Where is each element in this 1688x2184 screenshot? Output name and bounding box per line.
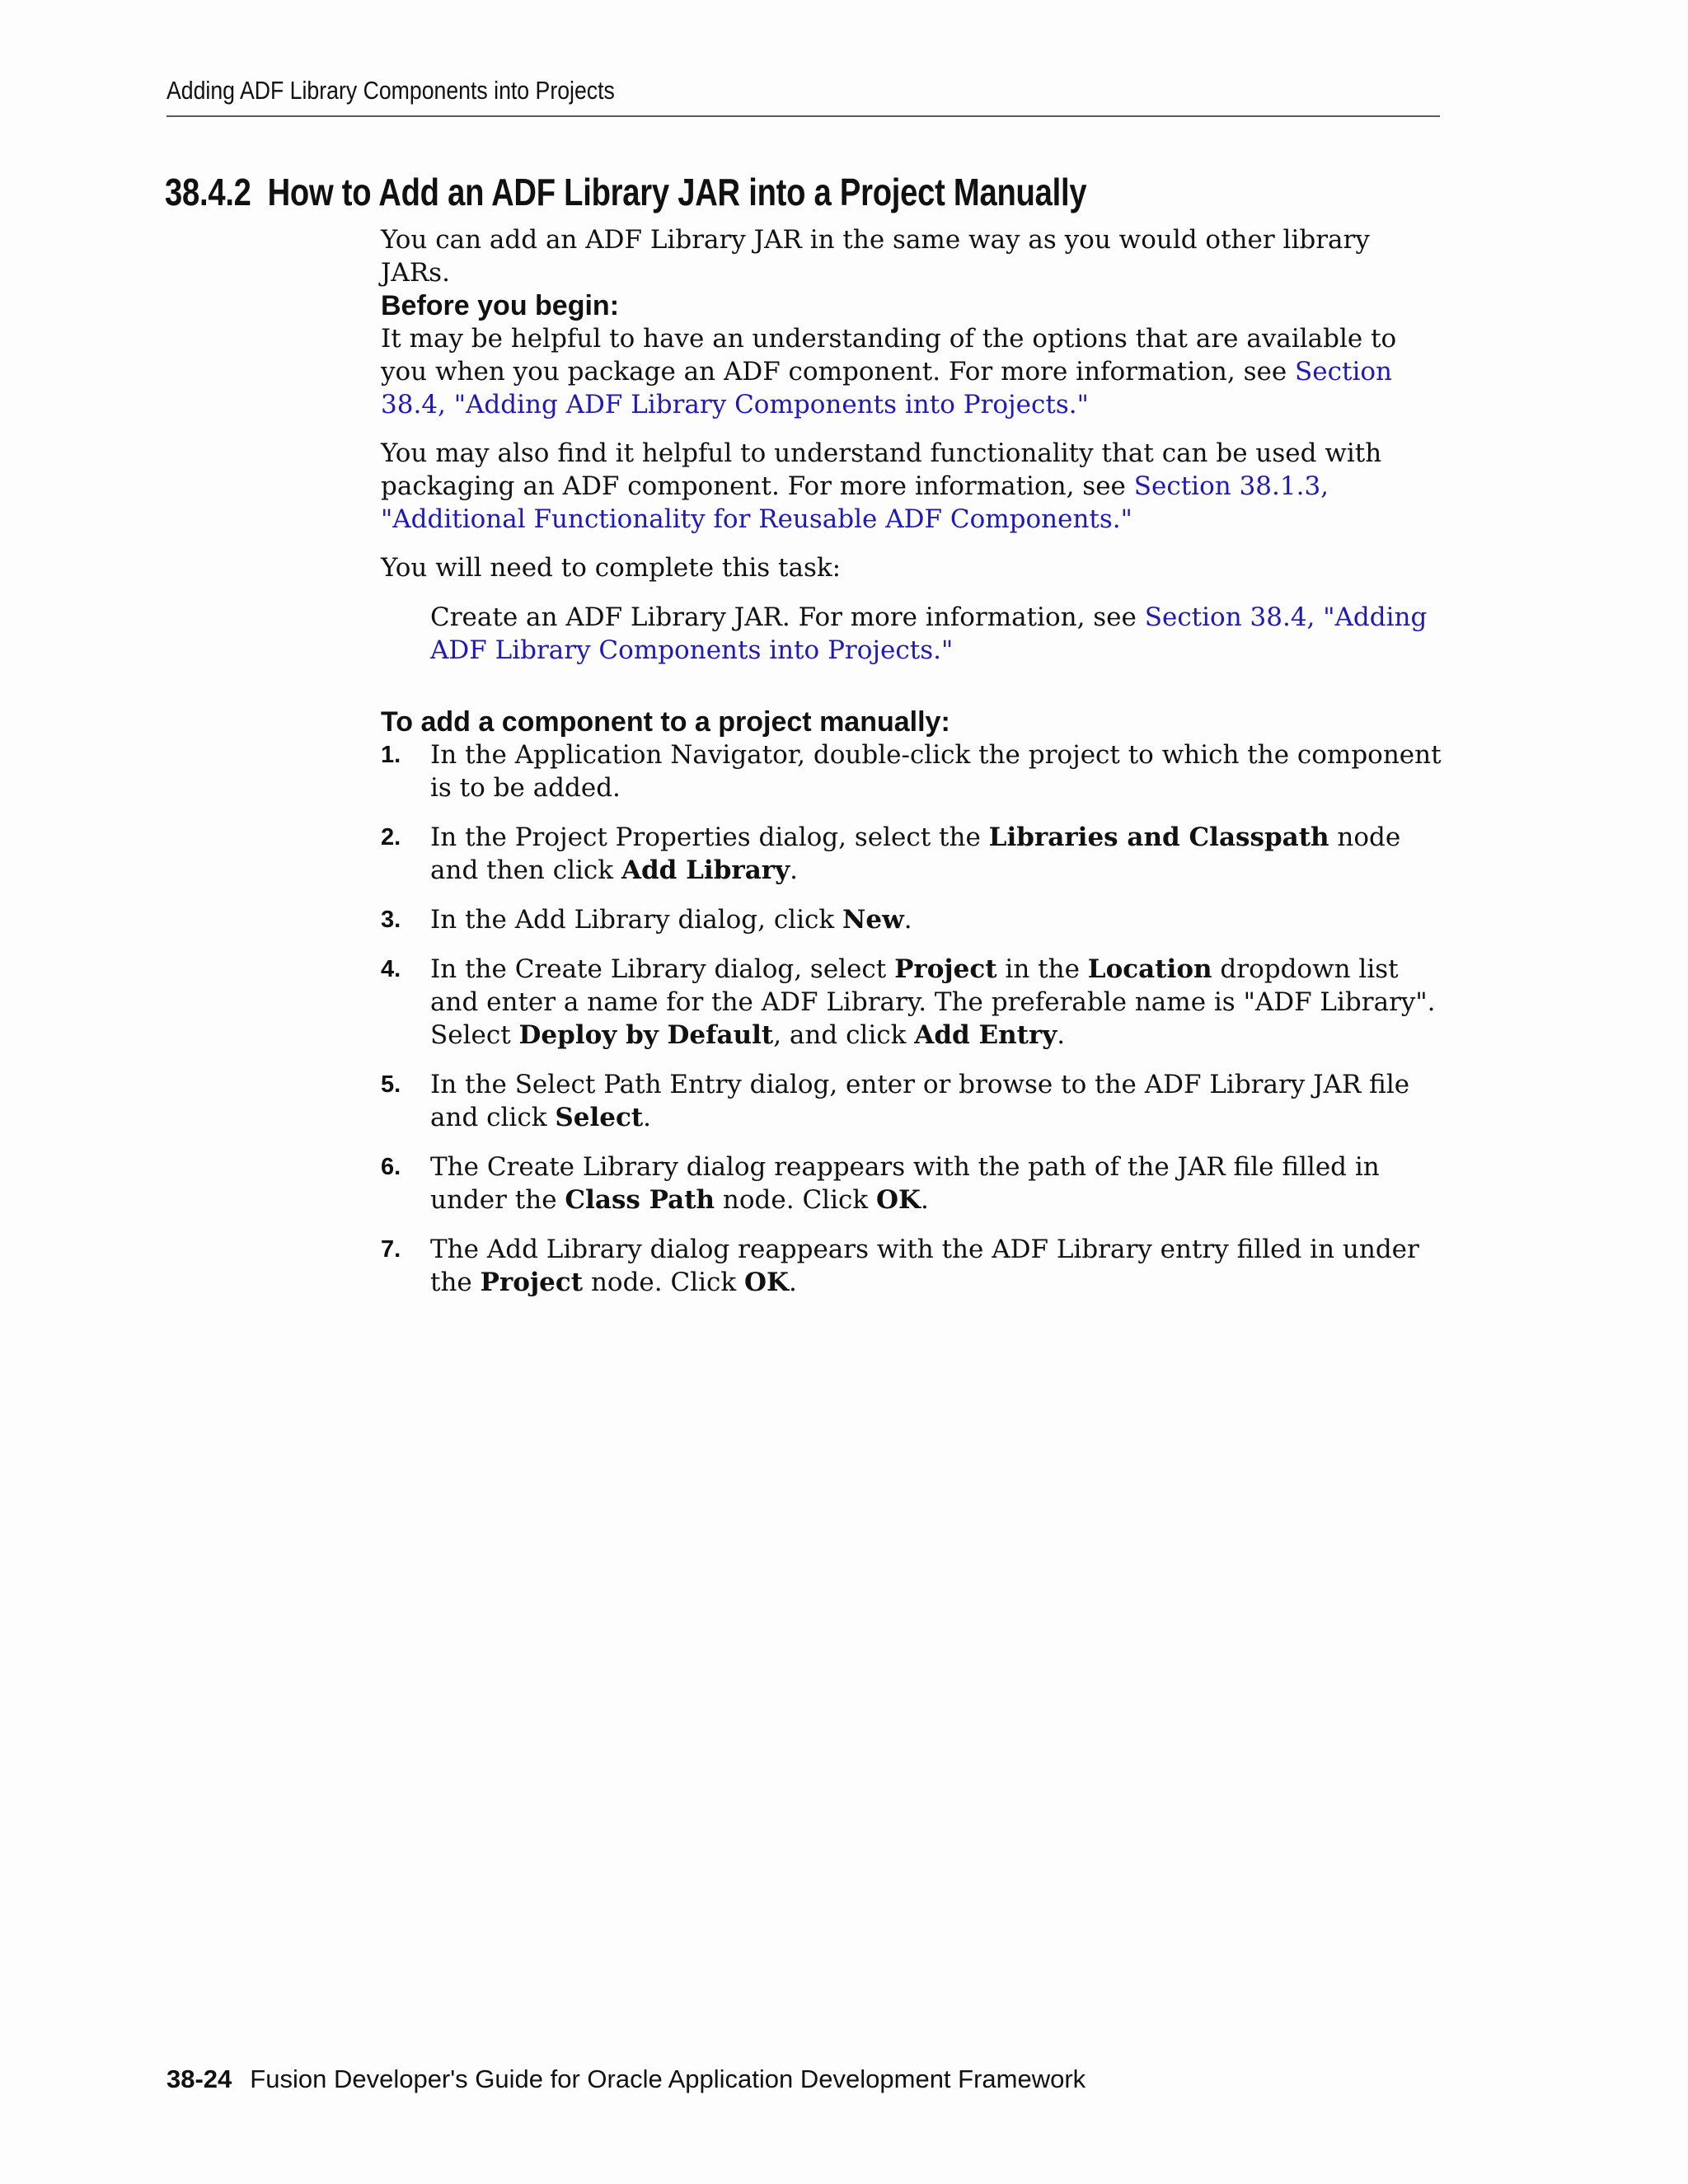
ui-term: Deploy by Default [518, 1020, 774, 1050]
step-item [381, 1233, 1444, 1299]
intro-paragraph: You can add an ADF Library JAR in the same way as you would other library JARs. [381, 225, 1370, 288]
step-text: in the [996, 954, 1088, 984]
page-number: 38-24 [166, 2064, 232, 2093]
xref-link-section-38-4-task[interactable]: Section 38.4, "Adding ADF Library Components into Projects." [430, 602, 1428, 665]
prereq-paragraph-1-text: It may be helpful to have an understanding of the options that are available to you when you package an ADF component. For more information, see [381, 324, 1397, 387]
ui-term: Add Entry [914, 1020, 1057, 1050]
step-number: 6. [381, 1154, 401, 1180]
step-text: In the Add Library dialog, click [430, 905, 843, 935]
step-number: 7. [381, 1236, 401, 1263]
step-text: node and then click [430, 823, 1401, 885]
ui-term: New [842, 905, 904, 935]
running-header: Adding ADF Library Components into Projects [166, 76, 615, 105]
prereq-paragraph-1 [381, 322, 1444, 421]
step-text: In the Project Properties dialog, select the [430, 823, 989, 852]
procedure-heading: To add a component to a project manually: [381, 706, 950, 738]
ui-term: Add Library [621, 855, 790, 885]
step-number: 5. [381, 1071, 401, 1098]
step-text: . [643, 1103, 652, 1132]
step-text: . [920, 1185, 929, 1215]
prerequisite-task-text: Create an ADF Library JAR. For more information, see [430, 602, 1145, 632]
step-item [381, 1151, 1444, 1216]
ui-term: Location [1087, 954, 1212, 984]
step-item [381, 738, 1444, 804]
step-text: node. Click [583, 1268, 745, 1297]
header-divider [166, 115, 1440, 117]
ui-term: Project [894, 954, 997, 984]
step-item [381, 821, 1444, 887]
section-number: 38.4.2 [165, 171, 251, 213]
step-item [381, 1068, 1444, 1134]
step-text: . [788, 1268, 797, 1297]
before-you-begin-heading: Before you begin: [381, 290, 620, 321]
ui-term: Select [555, 1103, 644, 1132]
ui-term: Project [480, 1268, 584, 1297]
xref-link-section-38-4[interactable]: Section 38.4, "Adding ADF Library Components into Projects." [381, 357, 1392, 419]
step-text: The Add Library dialog reappears with the ADF Library entry filled in under the [430, 1235, 1419, 1297]
step-number: 4. [381, 956, 401, 982]
step-item [381, 953, 1444, 1052]
ui-term: Class Path [565, 1185, 715, 1215]
prereq-paragraph-2 [381, 437, 1444, 536]
document-body [381, 223, 1444, 1315]
ui-term: Libraries and Classpath [988, 823, 1329, 852]
step-number: 1. [381, 742, 401, 768]
step-text: , and click [773, 1020, 915, 1050]
section-title: How to Add an ADF Library JAR into a Project Manually [267, 171, 1087, 213]
step-number: 3. [381, 907, 401, 933]
xref-link-section-38-1-3[interactable]: Section 38.1.3, "Additional Functionality for Reusable ADF Components." [381, 471, 1329, 534]
ui-term: OK [876, 1185, 921, 1215]
step-text: dropdown list and enter a name for the ADF Library. The preferable name is "ADF Library". Select [430, 954, 1436, 1050]
book-title: Fusion Developer's Guide for Oracle Application Development Framework [250, 2064, 1086, 2093]
step-text: In the Create Library dialog, select [430, 954, 895, 984]
step-text: node. Click [715, 1185, 877, 1215]
step-text: . [790, 855, 799, 885]
procedure-steps [381, 738, 1444, 1299]
step-text: In the Select Path Entry dialog, enter or browse to the ADF Library JAR file and click [430, 1070, 1410, 1132]
ui-term: OK [744, 1268, 789, 1297]
step-text: In the Application Navigator, double-click the project to which the component is to be added. [430, 740, 1442, 803]
step-item [381, 903, 1444, 936]
step-text: . [1057, 1020, 1066, 1050]
task-intro: You will need to complete this task: [381, 553, 842, 583]
section-heading [165, 170, 1086, 214]
step-text: The Create Library dialog reappears with the path of the JAR file filled in under the [430, 1152, 1380, 1215]
step-number: 2. [381, 824, 401, 851]
prerequisite-task [430, 601, 1444, 667]
step-text: . [903, 905, 912, 935]
prereq-paragraph-2-text: You may also find it helpful to understand functionality that can be used with packaging an ADF component. For more information, see [381, 438, 1382, 501]
page-footer [166, 2064, 1085, 2094]
